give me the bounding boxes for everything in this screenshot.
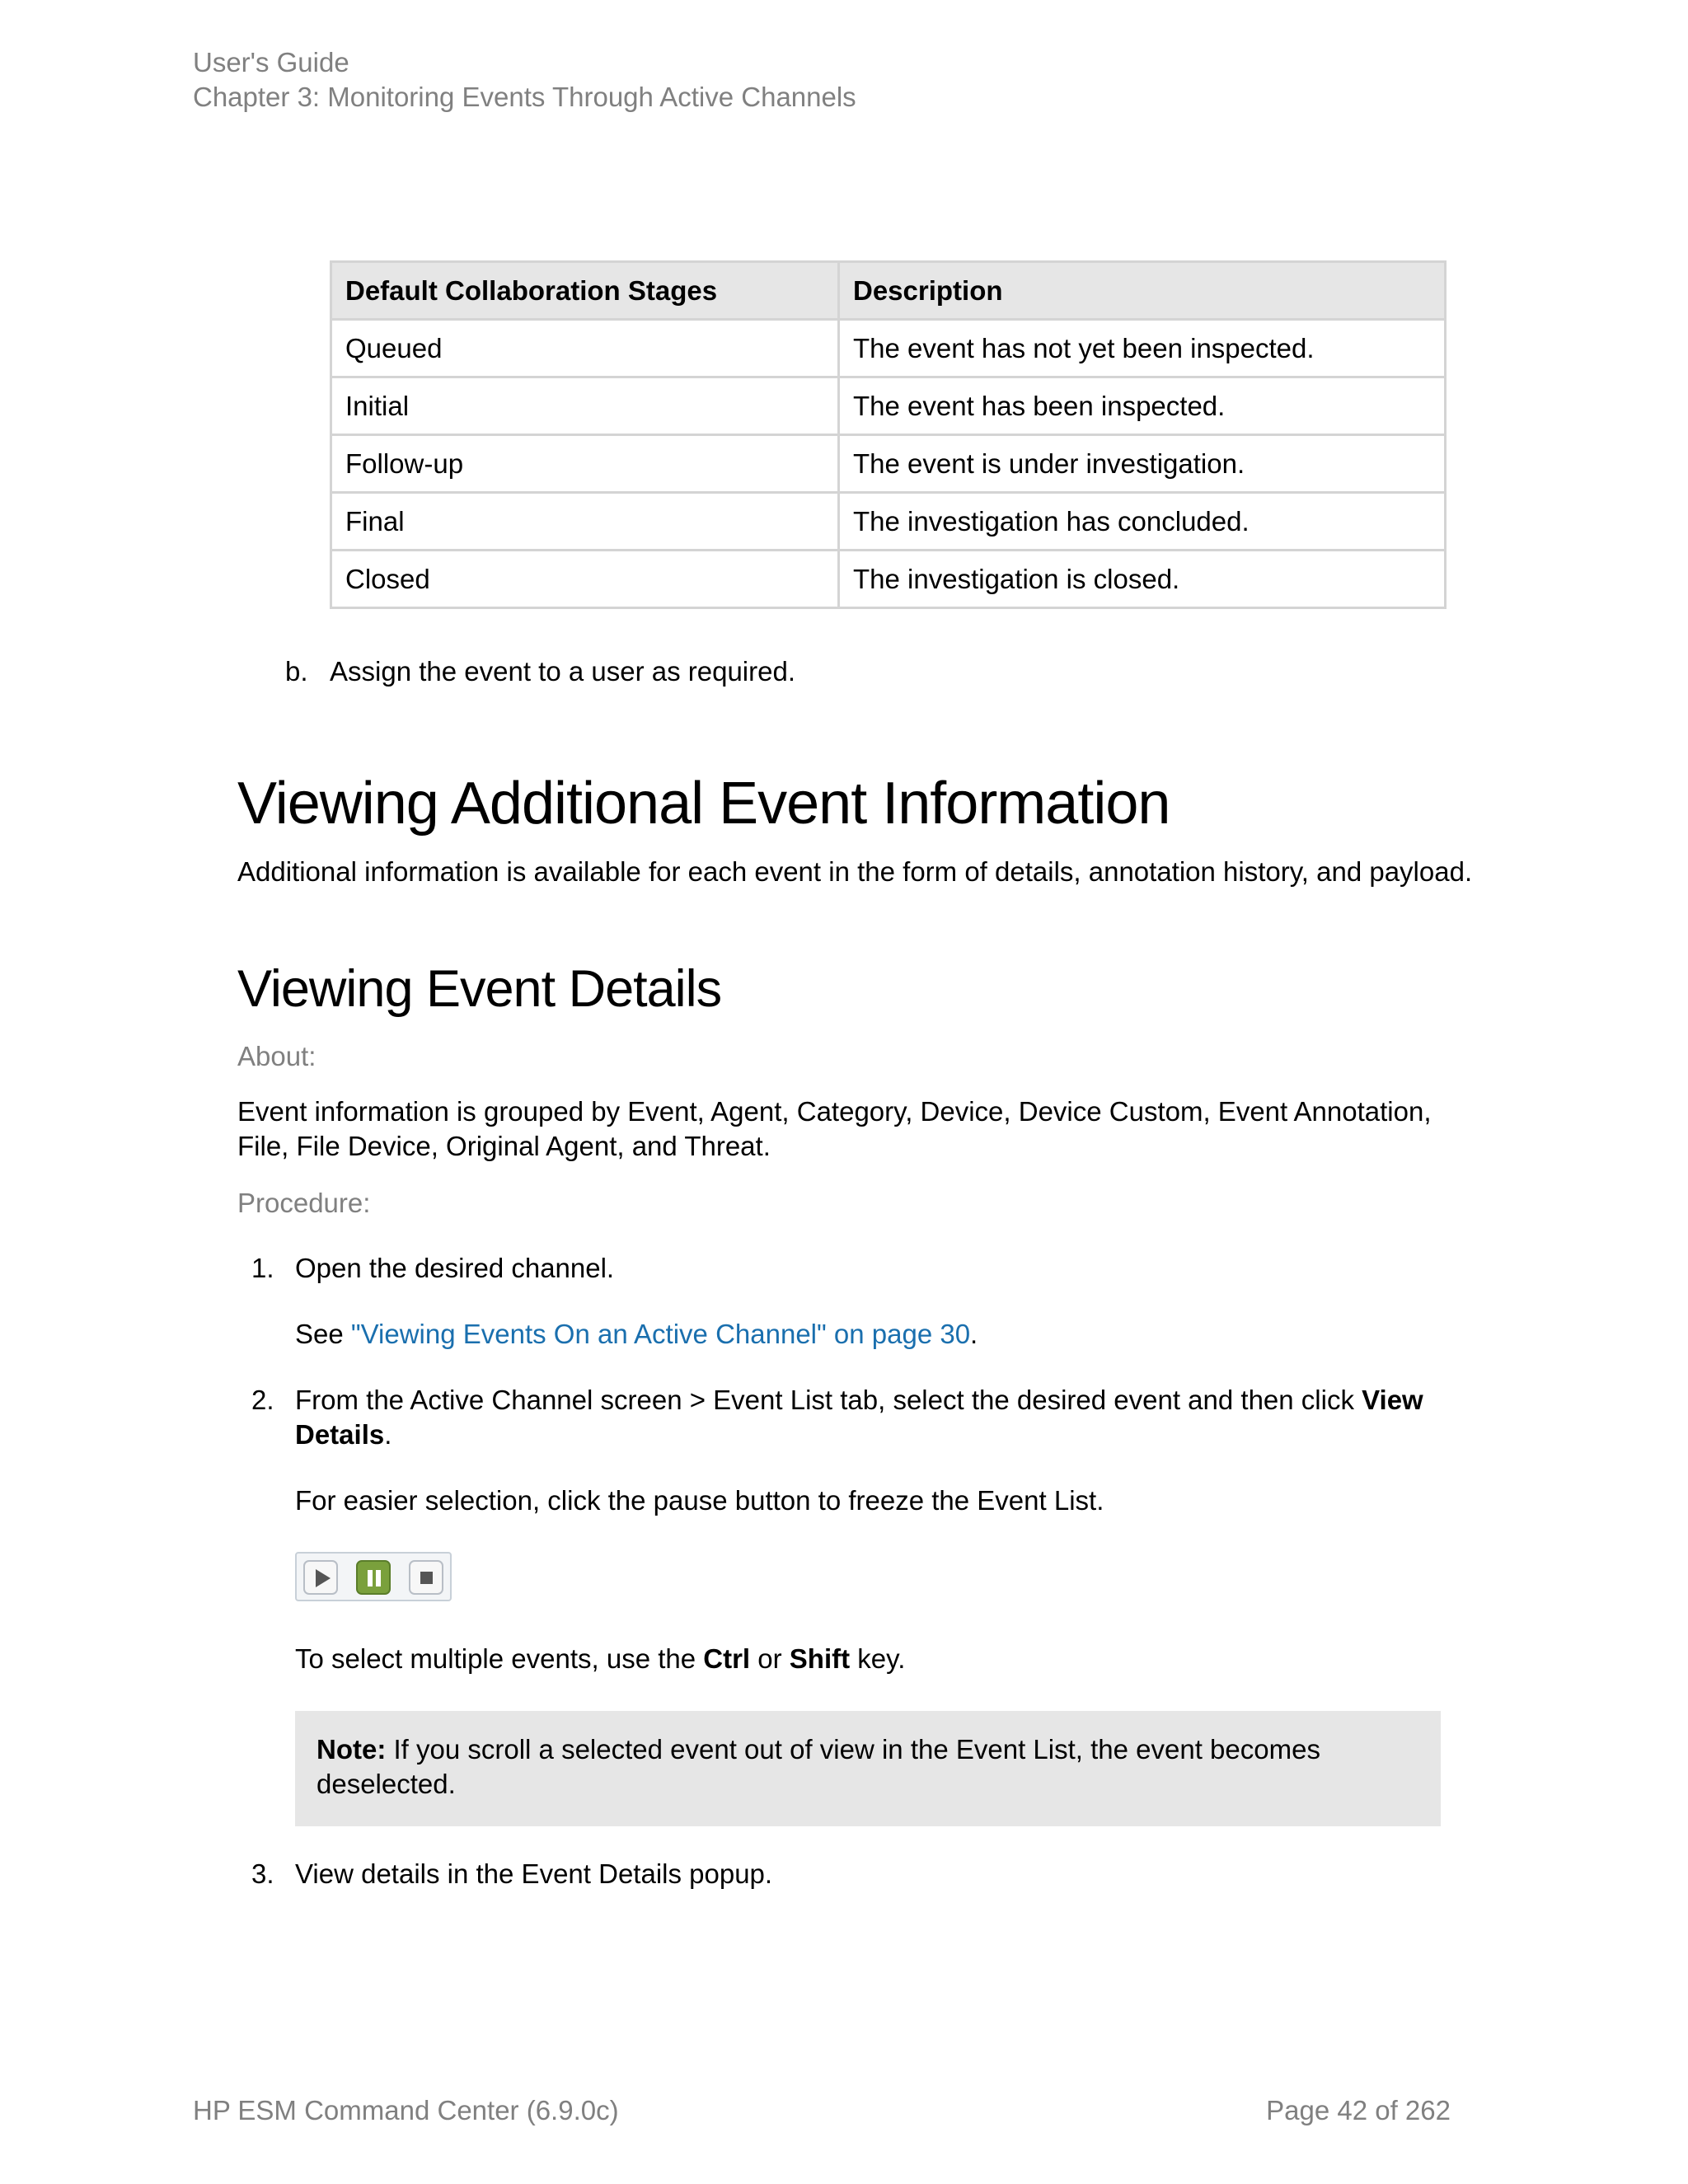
multi-select-prefix: To select multiple events, use the <box>295 1643 704 1674</box>
note-label: Note: <box>316 1734 387 1765</box>
note-line1 <box>316 1732 1419 1767</box>
description-cell: The event is under investigation. <box>839 435 1446 493</box>
note-text: If you scroll a selected event out of view in the Event List, the event becomes <box>386 1734 1320 1765</box>
table-row <box>331 435 1446 493</box>
step-2-number: 2. <box>251 1385 274 1415</box>
see-prefix: See <box>295 1319 351 1349</box>
note-box <box>295 1711 1441 1826</box>
table-row <box>331 377 1446 435</box>
shift-key-bold: Shift <box>789 1643 851 1674</box>
stop-icon <box>410 1562 445 1596</box>
multi-select-suffix: key. <box>850 1643 906 1674</box>
footer-page-number: Page 42 of 262 <box>1266 2095 1451 2125</box>
stage-cell: Queued <box>331 320 839 377</box>
step-3-text: View details in the Event Details popup. <box>295 1858 773 1889</box>
step-2-text-line1 <box>295 1383 1423 1418</box>
step-3-number: 3. <box>251 1858 274 1889</box>
stage-cell: Closed <box>331 551 839 608</box>
play-button[interactable] <box>303 1560 338 1595</box>
play-icon <box>305 1562 340 1596</box>
pause-hint-text: For easier selection, click the pause button to freeze the Event List. <box>295 1485 1104 1516</box>
multi-select-text <box>295 1642 905 1676</box>
pause-icon <box>358 1562 392 1596</box>
step-2-text-line2 <box>295 1418 392 1452</box>
about-text-line1: Event information is grouped by Event, Agent, Category, Device, Device Custom, Event Annotation, <box>237 1096 1432 1127</box>
description-cell: The event has been inspected. <box>839 377 1446 435</box>
table-header-row <box>331 262 1446 320</box>
section-title-event-details: Viewing Event Details <box>237 960 722 1018</box>
description-cell: The investigation is closed. <box>839 551 1446 608</box>
about-label: About: <box>237 1041 316 1071</box>
procedure-label: Procedure: <box>237 1188 371 1218</box>
channel-playback-toolbar <box>295 1552 452 1601</box>
stage-cell: Final <box>331 493 839 551</box>
about-text-line2: File, File Device, Original Agent, and Threat. <box>237 1131 771 1161</box>
section-intro-text: Additional information is available for each event in the form of details, annotation history, and payload. <box>237 856 1473 887</box>
ctrl-key-bold: Ctrl <box>703 1643 751 1674</box>
step-2-period: . <box>384 1419 392 1450</box>
footer-product: HP ESM Command Center (6.9.0c) <box>193 2095 619 2125</box>
stage-cell: Follow-up <box>331 435 839 493</box>
see-suffix: . <box>970 1319 978 1349</box>
step-b-marker: b. <box>285 656 308 687</box>
view-details-bold: View <box>1362 1385 1423 1415</box>
table-row <box>331 551 1446 608</box>
multi-select-or: or <box>750 1643 790 1674</box>
note-line2: deselected. <box>316 1769 456 1799</box>
details-bold: Details <box>295 1419 385 1450</box>
step-1-text: Open the desired channel. <box>295 1253 615 1283</box>
step-b-text: Assign the event to a user as required. <box>330 656 795 687</box>
column-header-stage: Default Collaboration Stages <box>331 262 839 320</box>
viewing-events-link[interactable]: "Viewing Events On an Active Channel" on page 30 <box>350 1319 971 1349</box>
stage-cell: Initial <box>331 377 839 435</box>
stop-button[interactable] <box>409 1560 443 1595</box>
running-header-guide: User's Guide <box>193 47 349 77</box>
step-1-see-reference <box>295 1317 978 1352</box>
collaboration-stages-table <box>330 260 1447 609</box>
description-cell: The investigation has concluded. <box>839 493 1446 551</box>
pause-button[interactable] <box>356 1560 391 1595</box>
column-header-description: Description <box>839 262 1446 320</box>
table-row <box>331 493 1446 551</box>
running-header-chapter: Chapter 3: Monitoring Events Through Active Channels <box>193 82 856 112</box>
description-cell: The event has not yet been inspected. <box>839 320 1446 377</box>
table-row <box>331 320 1446 377</box>
step-1-number: 1. <box>251 1253 274 1283</box>
step-2-instruction: From the Active Channel screen > Event List tab, select the desired event and then click <box>295 1385 1362 1415</box>
section-title-additional-info: Viewing Additional Event Information <box>237 771 1170 837</box>
